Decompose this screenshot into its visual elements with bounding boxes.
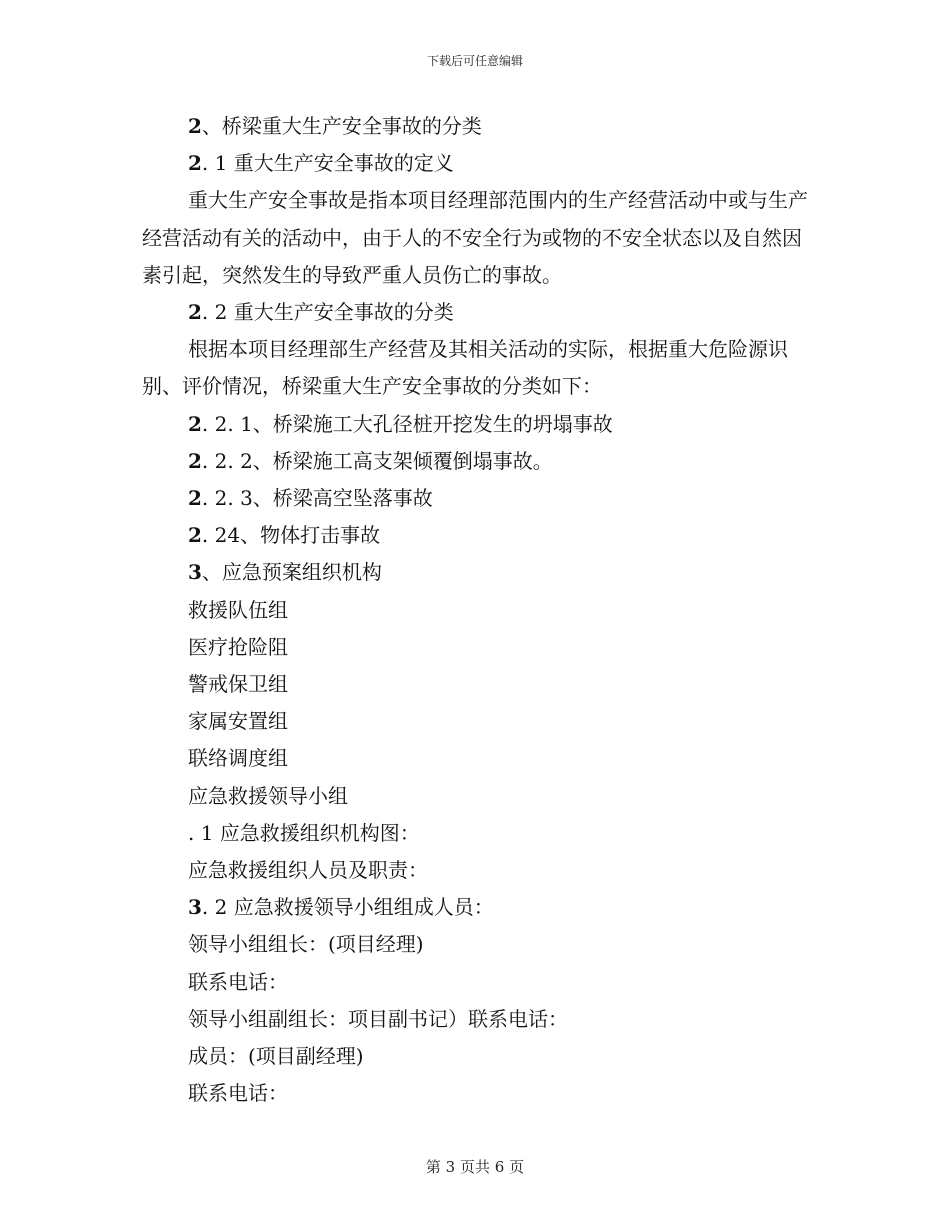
item-number: 2 [188,486,202,511]
text-line: 应急救援组织人员及职责： [188,858,428,883]
page-footer: 第 3 页共 6 页 [425,1158,525,1176]
paragraph: 重大生产安全事故是指本项目经理部范围内的生产经营活动中或与生产经营活动有关的活动中，由于人的不安全行为或物的不安全状态以及自然因素引起，突然发生的导致严重人员伤亡的事故。 [142,188,808,287]
heading-number: 3 [188,895,202,920]
subsection-heading [142,145,812,182]
text-line: 联系电话： [188,969,288,994]
item-text: . 2. 1、桥梁施工大孔径桩开挖发生的坍塌事故 [201,411,613,436]
item-number: 2 [188,448,202,473]
item-number: 2 [188,523,202,548]
org-group: 警戒保卫组 [188,672,288,697]
list-item [142,406,812,443]
paragraph: 根据本项目经理部生产经营及其相关活动的实际，根据重大危险源识别、评价情况，桥梁重大生产安全事故的分类如下： [142,337,788,399]
org-group: 救援队伍组 [188,597,288,622]
heading-text: . 1 重大生产安全事故的定义 [201,151,454,176]
list-item [142,443,812,480]
org-group: 医疗抢险阻 [188,634,288,659]
section-heading [142,554,812,591]
heading-number: 2 [188,300,202,325]
subsection-heading [142,294,812,331]
heading-text: 、桥梁重大生产安全事故的分类 [201,114,482,138]
text-line: 领导小组组长：(项目经理) [188,932,424,957]
item-text: . 2. 2、桥梁施工高支架倾覆倒塌事故。 [201,448,553,473]
document-body [142,108,812,1112]
heading-number: 3 [188,560,202,585]
heading-number: 2 [188,114,202,138]
org-group: 联络调度组 [188,746,288,771]
list-item [142,480,812,517]
subsection-heading [142,889,812,926]
text-line: 领导小组副组长：项目副书记）联系电话： [188,1006,568,1031]
text-line: 联系电话： [188,1081,288,1106]
text-line: 成员：(项目副经理) [188,1044,364,1069]
text-line: . 1 应急救援组织机构图： [188,820,420,845]
page-header: 下载后可任意编辑 [426,54,523,68]
list-item [142,517,812,554]
heading-text: . 2 重大生产安全事故的分类 [201,300,454,325]
org-group: 应急救援领导小组 [188,783,348,808]
item-text: . 2. 3、桥梁高空坠落事故 [201,486,433,511]
heading-text: 、应急预案组织机构 [201,560,382,585]
item-text: . 24、物体打击事故 [201,523,381,548]
item-number: 2 [188,411,202,436]
heading-text: . 2 应急救援领导小组组成人员： [201,895,494,920]
org-group: 家属安置组 [188,709,288,734]
heading-number: 2 [188,151,202,176]
section-heading [142,108,812,145]
